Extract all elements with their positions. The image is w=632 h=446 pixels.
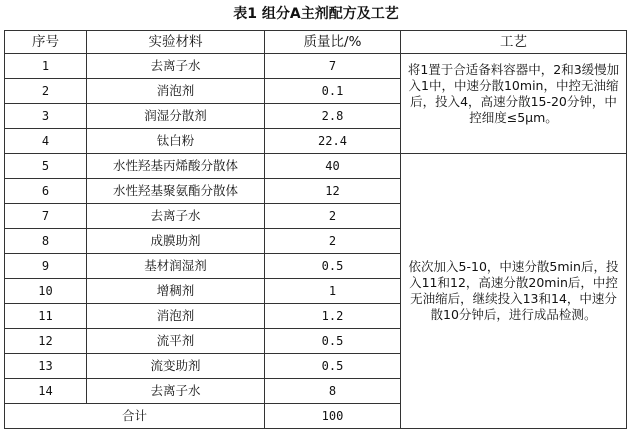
cell-material: 去离子水 [87, 204, 265, 229]
cell-material: 水性羟基聚氨酯分散体 [87, 179, 265, 204]
header-seq: 序号 [5, 31, 87, 54]
cell-mass-ratio: 0.1 [265, 79, 401, 104]
cell-seq: 9 [5, 254, 87, 279]
cell-material: 增稠剂 [87, 279, 265, 304]
cell-mass-ratio: 8 [265, 379, 401, 404]
cell-material: 流变助剂 [87, 354, 265, 379]
table-row [5, 54, 627, 79]
cell-seq: 11 [5, 304, 87, 329]
process-step-2: 依次加入5-10，中速分散5min后，投入11和12，高速分散20min后，中控无油缩后，继续投入13和14，中速分散10分钟后，进行成品检测。 [401, 154, 627, 429]
header-material: 实验材料 [87, 31, 265, 54]
cell-seq: 7 [5, 204, 87, 229]
table-caption: 表1 组分A主剂配方及工艺 [233, 6, 399, 22]
cell-material: 去离子水 [87, 379, 265, 404]
formula-table [4, 30, 627, 429]
table-row [5, 154, 627, 179]
cell-seq: 3 [5, 104, 87, 129]
cell-seq: 13 [5, 354, 87, 379]
cell-seq: 6 [5, 179, 87, 204]
cell-material: 流平剂 [87, 329, 265, 354]
cell-mass-ratio: 2 [265, 204, 401, 229]
header-mass-ratio: 质量比/% [265, 31, 401, 54]
cell-mass-ratio: 2 [265, 229, 401, 254]
cell-material: 消泡剂 [87, 304, 265, 329]
cell-mass-ratio: 1.2 [265, 304, 401, 329]
cell-seq: 10 [5, 279, 87, 304]
cell-seq: 8 [5, 229, 87, 254]
cell-seq: 5 [5, 154, 87, 179]
total-label: 合计 [5, 404, 265, 429]
cell-material: 去离子水 [87, 54, 265, 79]
cell-mass-ratio: 0.5 [265, 329, 401, 354]
cell-mass-ratio: 12 [265, 179, 401, 204]
cell-material: 消泡剂 [87, 79, 265, 104]
cell-mass-ratio: 40 [265, 154, 401, 179]
cell-mass-ratio: 7 [265, 54, 401, 79]
total-value: 100 [265, 404, 401, 429]
cell-seq: 1 [5, 54, 87, 79]
cell-mass-ratio: 22.4 [265, 129, 401, 154]
header-row [5, 31, 627, 54]
cell-seq: 4 [5, 129, 87, 154]
process-step-1: 将1置于合适备料容器中，2和3缓慢加入1中，中速分散10min，中控无油缩后，投入4，高速分散15-20分钟，中控细度≤5μm。 [401, 54, 627, 154]
cell-seq: 2 [5, 79, 87, 104]
cell-mass-ratio: 1 [265, 279, 401, 304]
cell-mass-ratio: 2.8 [265, 104, 401, 129]
cell-material: 基材润湿剂 [87, 254, 265, 279]
cell-material: 润湿分散剂 [87, 104, 265, 129]
cell-seq: 12 [5, 329, 87, 354]
cell-mass-ratio: 0.5 [265, 354, 401, 379]
cell-seq: 14 [5, 379, 87, 404]
cell-mass-ratio: 0.5 [265, 254, 401, 279]
header-process: 工艺 [401, 31, 627, 54]
cell-material: 钛白粉 [87, 129, 265, 154]
cell-material: 水性羟基丙烯酸分散体 [87, 154, 265, 179]
cell-material: 成膜助剂 [87, 229, 265, 254]
